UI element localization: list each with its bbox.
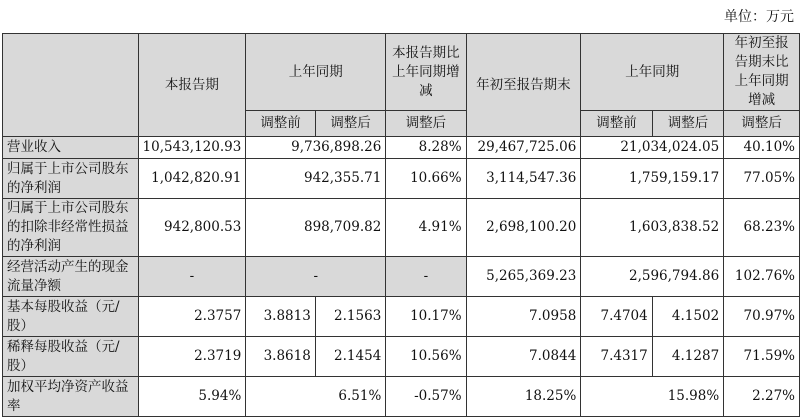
- header-ytd-before-adjustment: 调整前: [581, 111, 652, 137]
- cell-ytd-last-before: 7.4704: [581, 297, 652, 337]
- row-label: 归属于上市公司股东的扣除非经常性损益的净利润: [3, 199, 139, 257]
- header-current-period: 本报告期: [138, 34, 246, 137]
- cell-last-after: 2.1454: [315, 337, 385, 377]
- table-row: [3, 377, 800, 417]
- cell-ytd: 29,467,725.06: [466, 137, 581, 159]
- cell-ytd: 7.0844: [466, 337, 581, 377]
- cell-ytd: 18.25%: [466, 377, 581, 417]
- cell-ytd-change: 2.27%: [724, 377, 800, 417]
- table-row: [3, 199, 800, 257]
- cell-current: -: [138, 257, 246, 297]
- header-ytd-after-adjustment-pct: 调整后: [724, 111, 800, 137]
- financial-data-table: [2, 33, 800, 417]
- cell-change: 8.28%: [386, 137, 466, 159]
- cell-current: 5.94%: [138, 377, 246, 417]
- cell-change: 10.56%: [386, 337, 466, 377]
- cell-current: 2.3757: [138, 297, 246, 337]
- header-ytd: 年初至报告期末: [466, 34, 581, 137]
- cell-last-after: 2.1563: [315, 297, 385, 337]
- header-ytd-after-adjustment: 调整后: [652, 111, 723, 137]
- cell-last-before: 3.8813: [246, 297, 316, 337]
- row-label: 经营活动产生的现金流量净额: [3, 257, 139, 297]
- cell-ytd-last-year: 1,759,159.17: [581, 159, 724, 199]
- cell-current: 942,800.53: [138, 199, 246, 257]
- cell-change: -: [386, 257, 466, 297]
- header-row-1: [3, 34, 800, 111]
- header-last-year-same-period: 上年同期: [246, 34, 386, 111]
- row-label: 营业收入: [3, 137, 139, 159]
- header-after-adjustment: 调整后: [315, 111, 385, 137]
- header-before-adjustment: 调整前: [246, 111, 316, 137]
- cell-change: 4.91%: [386, 199, 466, 257]
- cell-current: 2.3719: [138, 337, 246, 377]
- table-row: [3, 337, 800, 377]
- cell-last-before: 3.8618: [246, 337, 316, 377]
- cell-last-year: 6.51%: [246, 377, 386, 417]
- header-after-adjustment-pct: 调整后: [386, 111, 466, 137]
- cell-ytd-change: 70.97%: [724, 297, 800, 337]
- cell-current: 10,543,120.93: [138, 137, 246, 159]
- cell-ytd-last-after: 4.1502: [652, 297, 723, 337]
- cell-ytd-last-year: 21,034,024.05: [581, 137, 724, 159]
- header-empty-cell: [3, 34, 139, 137]
- cell-ytd-last-year: 2,596,794.86: [581, 257, 724, 297]
- table-row: [3, 257, 800, 297]
- table-row: [3, 297, 800, 337]
- table-row: [3, 137, 800, 159]
- row-label: 基本每股收益（元/股）: [3, 297, 139, 337]
- table-row: [3, 159, 800, 199]
- unit-label: 单位：万元: [724, 9, 794, 25]
- cell-ytd: 5,265,369.23: [466, 257, 581, 297]
- cell-last-year: 898,709.82: [246, 199, 386, 257]
- row-label: 加权平均净资产收益率: [3, 377, 139, 417]
- cell-ytd-last-before: 7.4317: [581, 337, 652, 377]
- cell-ytd-last-year: 15.98%: [581, 377, 724, 417]
- cell-last-year: 942,355.71: [246, 159, 386, 199]
- cell-ytd-change: 68.23%: [724, 199, 800, 257]
- header-change-vs-last-year: 本报告期比上年同期增减: [386, 34, 466, 111]
- cell-change: 10.17%: [386, 297, 466, 337]
- cell-last-year: 9,736,898.26: [246, 137, 386, 159]
- cell-ytd-last-year: 1,603,838.52: [581, 199, 724, 257]
- cell-ytd: 3,114,547.36: [466, 159, 581, 199]
- cell-current: 1,042,820.91: [138, 159, 246, 199]
- cell-ytd-change: 77.05%: [724, 159, 800, 199]
- row-label: 稀释每股收益（元/股）: [3, 337, 139, 377]
- cell-ytd: 7.0958: [466, 297, 581, 337]
- header-ytd-change: 年初至报告期末比上年同期增减: [724, 34, 800, 111]
- cell-change: -0.57%: [386, 377, 466, 417]
- cell-last-year: -: [246, 257, 386, 297]
- row-label: 归属于上市公司股东的净利润: [3, 159, 139, 199]
- cell-ytd-change: 71.59%: [724, 337, 800, 377]
- header-ytd-last-year: 上年同期: [581, 34, 724, 111]
- cell-change: 10.66%: [386, 159, 466, 199]
- cell-ytd-change: 40.10%: [724, 137, 800, 159]
- cell-ytd-change: 102.76%: [724, 257, 800, 297]
- cell-ytd-last-after: 4.1287: [652, 337, 723, 377]
- cell-ytd: 2,698,100.20: [466, 199, 581, 257]
